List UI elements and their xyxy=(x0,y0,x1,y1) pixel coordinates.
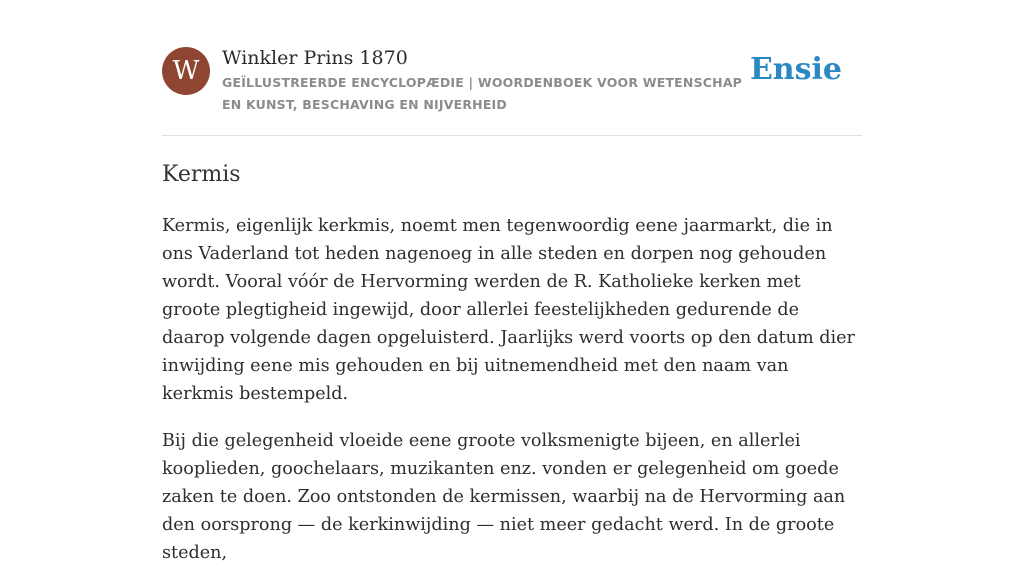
content-container xyxy=(162,0,862,563)
entry-paragraph-2: Bij die gelegenheid vloeide eene groote volksmenigte bijeen, en allerlei kooplieden, goochelaars, muzikanten enz. vonden er gelegenheid om goede zaken te doen. Zoo ontstonden de kermissen, waarbij na de Hervorming aan den oorsprong — de kerkinwijding — niet meer gedacht werd. In de groote steden, xyxy=(162,431,846,563)
entry-title: Kermis xyxy=(162,162,241,187)
source-info xyxy=(222,44,752,116)
source-title-link[interactable]: Winkler Prins 1870 xyxy=(222,47,408,69)
ensie-logo-link[interactable]: Ensie xyxy=(749,52,842,87)
entry-paragraph-1: Kermis, eigenlijk kerkmis, noemt men tegenwoordig eene jaarmarkt, die in ons Vaderland tot heden nagenoeg in alle steden en dorpen nog gehouden wordt. Vooral vóór de Hervorming werden de R. Katholieke kerken met groote plegtigheid ingewijd, door allerlei feestelijkheden gedurende de daarop volgende dagen opgeluisterd. Jaarlijks werd voorts op den datum dier inwijding eene mis gehouden en bij uitnemendheid met den naam van kerkmis bestempeld. xyxy=(162,216,855,404)
source-subtitle: GEÏLLUSTREERDE ENCYCLOPÆDIE | WOORDENBOEK VOOR WETENSCHAP EN KUNST, BESCHAVING EN NIJVERHEID xyxy=(222,75,743,112)
entry-body xyxy=(162,212,862,586)
source-avatar[interactable]: W xyxy=(162,47,210,95)
source-header xyxy=(162,0,862,136)
